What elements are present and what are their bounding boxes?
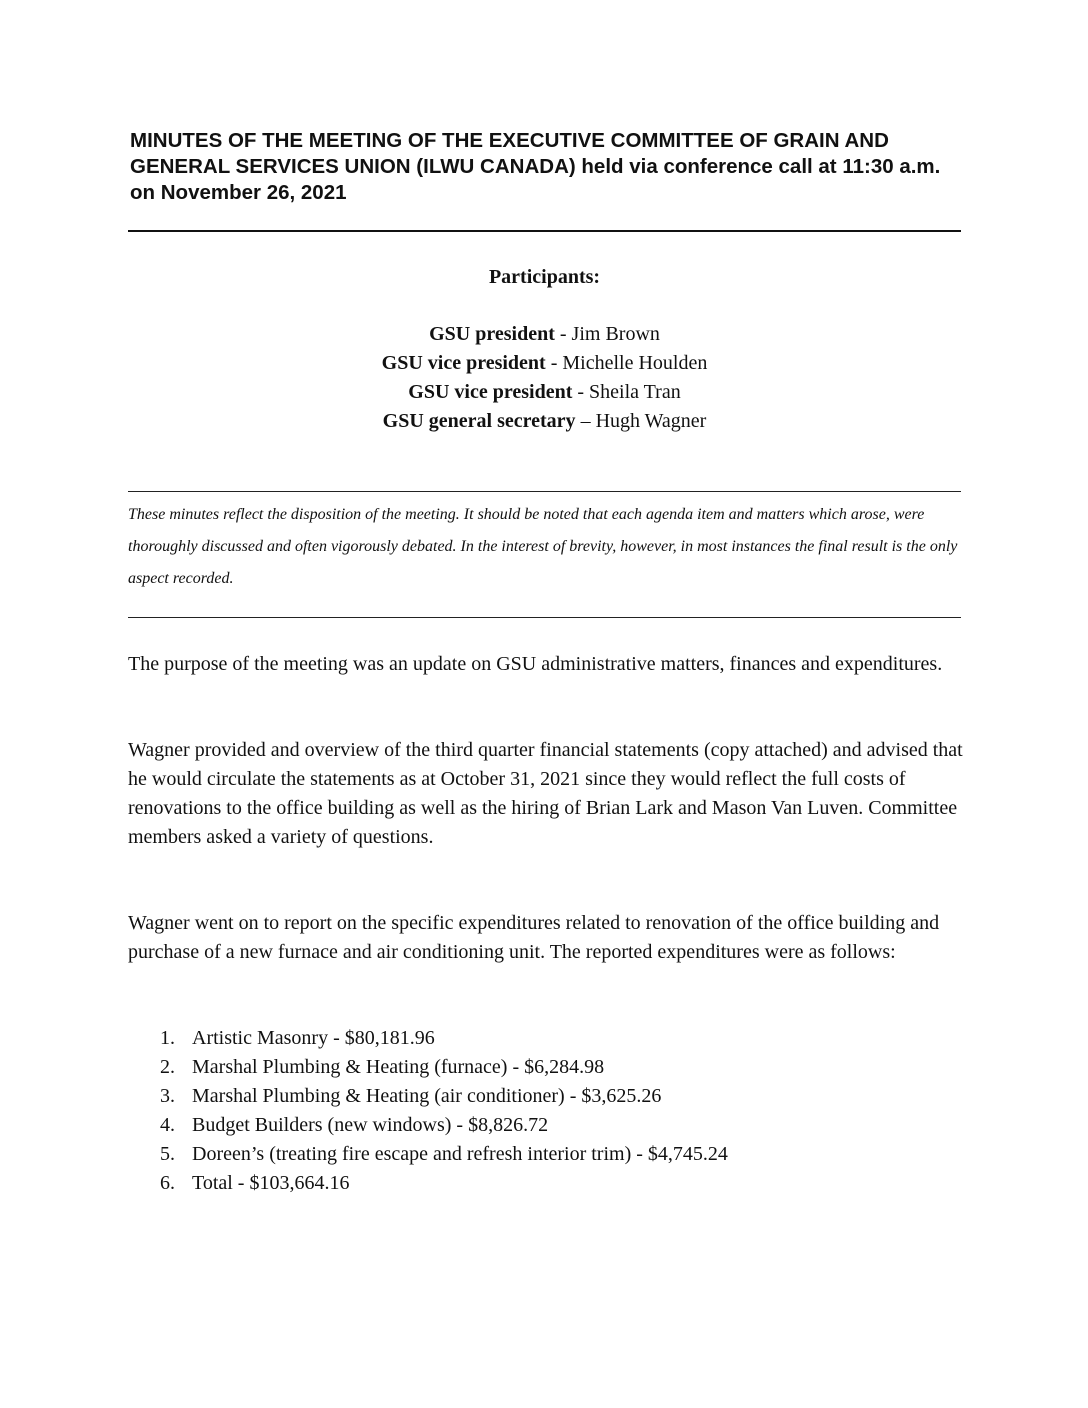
participant-row [128, 407, 961, 436]
participant-separator: - [545, 352, 563, 374]
disclaimer-top-divider [128, 491, 961, 492]
participants-heading: Participants: [488, 266, 601, 288]
participant-row [128, 378, 961, 407]
participant-role: GSU president [429, 323, 555, 345]
list-item [128, 1024, 963, 1053]
participant-separator: - [554, 323, 572, 345]
list-item [128, 1111, 963, 1140]
list-item-number: 2. [160, 1056, 175, 1078]
list-item-number: 4. [160, 1114, 175, 1136]
list-item-text: Marshal Plumbing & Heating (air conditioner) - $3,625.26 [192, 1085, 662, 1107]
disclaimer-bottom-divider [128, 617, 961, 618]
list-item-text: Artistic Masonry - $80,181.96 [192, 1027, 435, 1049]
list-item [128, 1140, 963, 1169]
participant-name: Hugh Wagner [595, 410, 707, 432]
participants-list [128, 320, 961, 436]
purpose-paragraph: The purpose of the meeting was an update on GSU administrative matters, finances and expenditures. [128, 653, 943, 675]
list-item-number: 5. [160, 1143, 175, 1165]
list-item-number: 1. [160, 1027, 175, 1049]
expenditures-intro-paragraph: Wagner went on to report on the specific expenditures related to renovation of the office building and purchase of a new furnace and air conditioning unit. The reported expenditures were as follows: [128, 912, 940, 963]
document-title: MINUTES OF THE MEETING OF THE EXECUTIVE COMMITTEE OF GRAIN AND GENERAL SERVICES UNION (ILWU CANADA) held via conference call at 11:30 a.m. on November 26, 2021 [130, 129, 941, 204]
list-item [128, 1169, 963, 1198]
list-item [128, 1053, 963, 1082]
expenditures-list [128, 1024, 963, 1198]
participant-separator: - [572, 381, 590, 403]
participant-role: GSU general secretary [382, 410, 576, 432]
list-item-text: Budget Builders (new windows) - $8,826.72 [192, 1114, 549, 1136]
participant-row [128, 320, 961, 349]
list-item-number: 6. [160, 1172, 175, 1194]
list-item-number: 3. [160, 1085, 175, 1107]
title-divider [128, 230, 961, 232]
list-item-text: Total - $103,664.16 [192, 1172, 350, 1194]
list-item [128, 1082, 963, 1111]
financial-overview-paragraph: Wagner provided and overview of the third quarter financial statements (copy attached) and advised that he would circulate the statements as at October 31, 2021 since they would reflect the full costs of renovations to the office building as well as the hiring of Brian Lark and Mason Van Luven. Committee members asked a variety of questions. [128, 739, 963, 848]
participant-name: Michelle Houlden [562, 352, 708, 374]
disclaimer-text: These minutes reflect the disposition of the meeting. It should be noted that each agenda item and matters which arose, were thoroughly discussed and often vigorously debated. In the interest of brevity, however, in most instances the final result is the only aspect recorded. [128, 506, 958, 587]
participant-name: Jim Brown [571, 323, 660, 345]
participant-role: GSU vice president [408, 381, 573, 403]
list-item-text: Marshal Plumbing & Heating (furnace) - $6,284.98 [192, 1056, 605, 1078]
participant-separator: – [575, 410, 596, 432]
participant-row [128, 349, 961, 378]
list-item-text: Doreen’s (treating fire escape and refresh interior trim) - $4,745.24 [192, 1143, 728, 1165]
participant-role: GSU vice president [381, 352, 546, 374]
participant-name: Sheila Tran [589, 381, 681, 403]
